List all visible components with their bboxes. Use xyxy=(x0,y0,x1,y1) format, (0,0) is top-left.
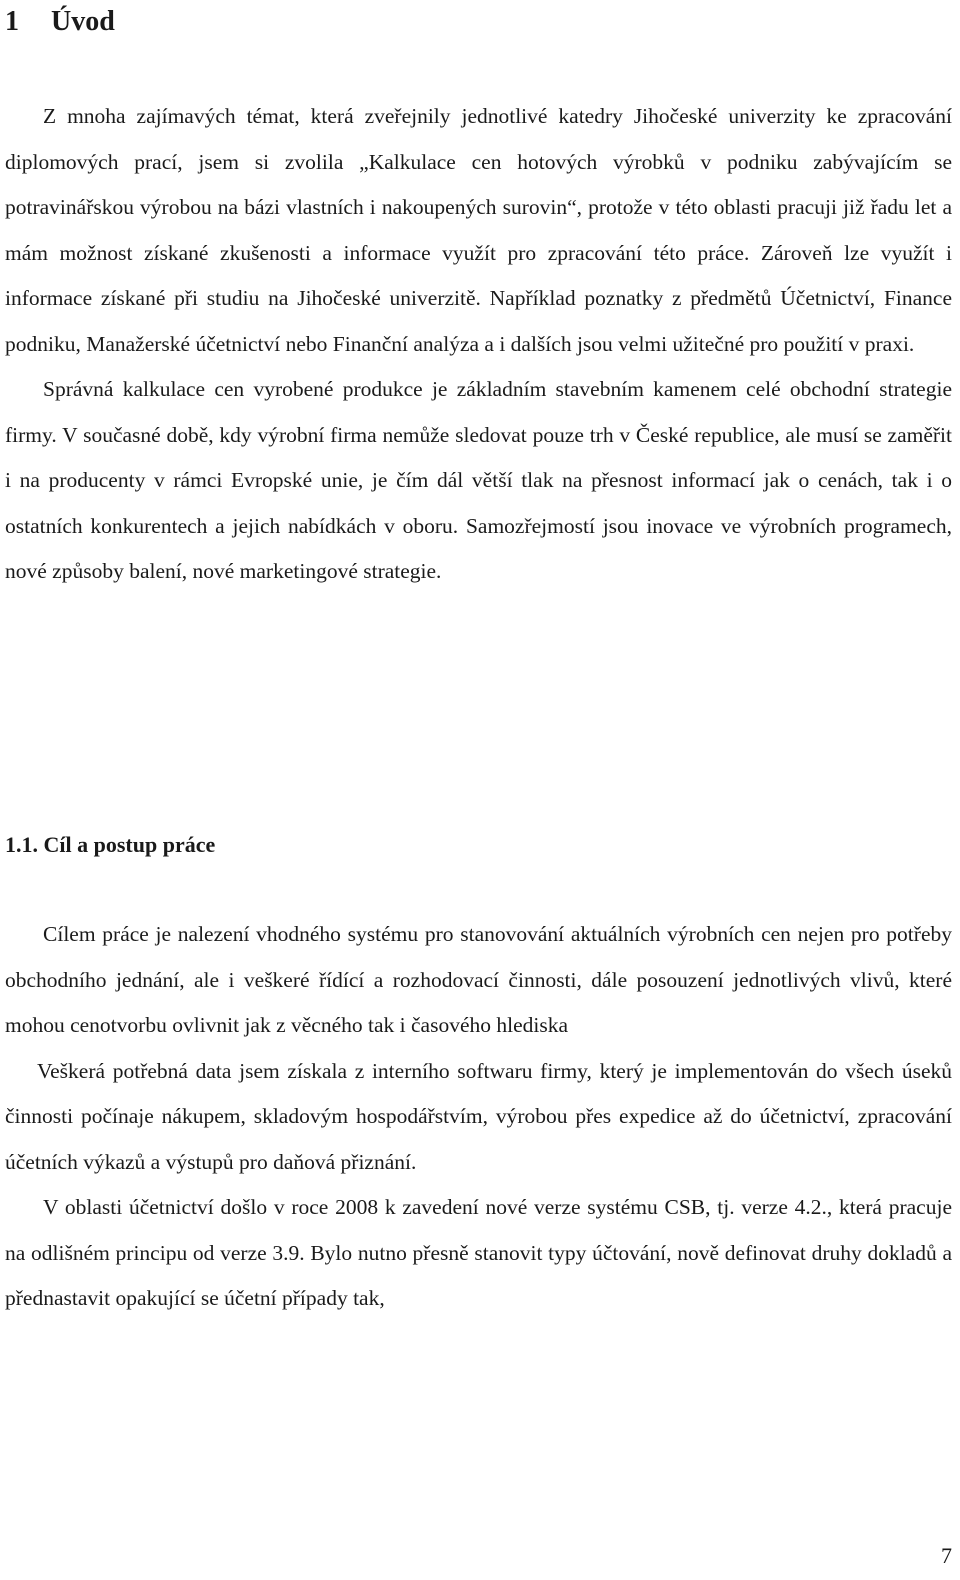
section-paragraph-3: V oblasti účetnictví došlo v roce 2008 k zavedení nové verze systému CSB, tj. verze 4.2., která pracuje na odlišném principu od verze 3.9. Bylo nutno přesně stanovit typy účtování, nově definovat druhy dokladů a přednastavit opakující se účetní případy tak, xyxy=(5,1195,952,1310)
intro-paragraph-2: Správná kalkulace cen vyrobené produkce je základním stavebním kamenem celé obchodní strategie firmy. V současné době, kdy výrobní firma nemůže sledovat pouze trh v České republice, ale musí se zaměřit i na producenty v rámci Evropské unie, je čím dál větší tlak na přesnost informací jak o cenách, tak i o ostatních konkurentech a jejich nabídkách v oboru. Samozřejmostí jsou inovace ve výrobních programech, nové způsoby balení, nové marketingové strategie. xyxy=(5,377,952,583)
section-text xyxy=(5,912,952,1322)
chapter-heading xyxy=(5,4,115,40)
section-paragraph-2: Veškerá potřebná data jsem získala z interního softwaru firmy, který je implementován do všech úseků činnosti počínaje nákupem, skladovým hospodářstvím, výrobou přes expedice až do účetnictví, zpracování účetních výkazů a výstupů pro daňová přiznání. xyxy=(5,1058,952,1174)
chapter-number: 1 xyxy=(5,6,19,37)
intro-text xyxy=(5,94,952,595)
intro-paragraph-1: Z mnoha zajímavých témat, která zveřejnily jednotlivé katedry Jihočeské univerzity ke zpracování diplomových prací, jsem si zvolila „Kalkulace cen hotových výrobků v podniku zabývajícím se potravinářskou výrobou na bázi vlastních i nakoupených surovin“, protože v této oblasti pracuji již řadu let a mám možnost získané zkušenosti a informace využít pro zpracování této práce. Zároveň lze využít i informace získané při studiu na Jihočeské univerzitě. Například poznatky z předmětů Účetnictví, Finance podniku, Manažerské účetnictví nebo Finanční analýza a i dalších jsou velmi užitečné pro použití v praxi. xyxy=(5,104,952,356)
chapter-title: Úvod xyxy=(51,6,115,37)
section-paragraph-1: Cílem práce je nalezení vhodného systému pro stanovování aktuálních výrobních cen nejen pro potřeby obchodního jednání, ale i veškeré řídící a rozhodovací činnosti, dále posouzení jednotlivých vlivů, které mohou cenotvorbu ovlivnit jak z věcného tak i časového hlediska xyxy=(5,922,952,1037)
section-heading: 1.1. Cíl a postup práce xyxy=(5,832,216,857)
page-number: 7 xyxy=(941,1543,952,1568)
